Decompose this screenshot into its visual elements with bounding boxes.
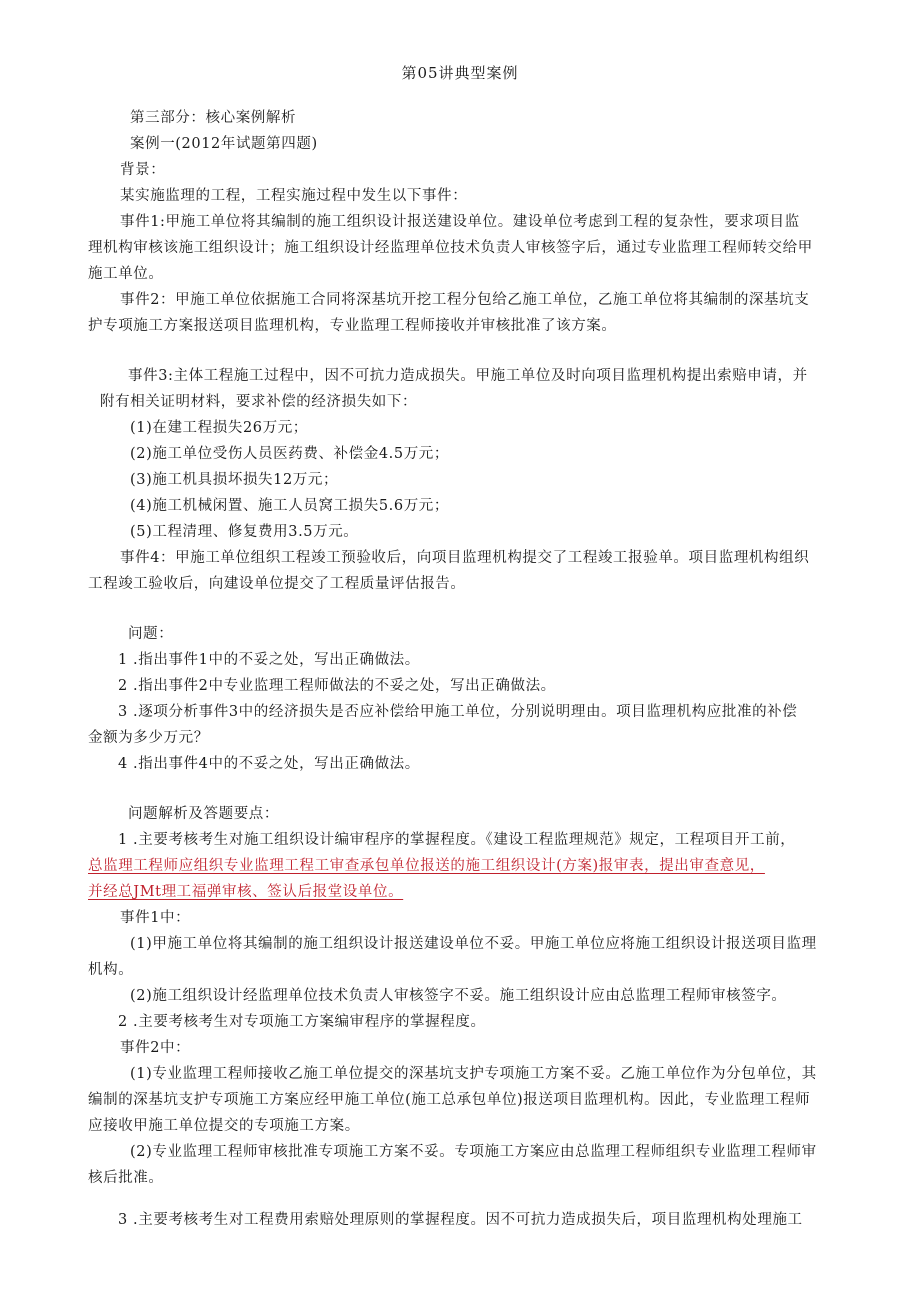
event3-line: 事件3:主体工程施工过程中，因不可抗力造成损失。甲施工单位及时向项目监理机构提出索赔申请，并 <box>128 368 808 384</box>
answer1-item: (1)甲施工单位将其编制的施工组织设计报送建设单位不妥。甲施工单位应将施工组织设计报送项目监理 <box>130 936 817 952</box>
answer2-line: 2 .主要考核考生对专项施工方案编审程序的掌握程度。 <box>118 1014 486 1030</box>
background-label: 背景： <box>120 162 166 178</box>
event2-in-label: 事件2中： <box>120 1040 191 1056</box>
answer2-item: 核后批准。 <box>88 1170 164 1186</box>
question-item: 金额为多少万元？ <box>88 730 209 746</box>
question-item: 3 .逐项分析事件3中的经济损失是否应补偿给甲施工单位，分别说明理由。项目监理机构应批准的补偿 <box>118 704 798 720</box>
answer1-item: 机构。 <box>88 962 134 978</box>
answer1-line: 1 .主要考核考生对施工组织设计编审程序的掌握程度。《建设工程监理规范》规定，工程项目开工前， <box>118 832 796 848</box>
page-title: 第05讲典型案例 <box>401 64 519 82</box>
event1-in-label: 事件1中： <box>120 910 191 926</box>
analysis-label: 问题解析及答题要点： <box>128 806 279 822</box>
answer2-item: (2)专业监理工程师审核批准专项施工方案不妥。专项施工方案应由总监理工程师组织专业监理工程师审 <box>130 1144 817 1160</box>
event4-line: 工程竣工验收后，向建设单位提交了工程质量评估报告。 <box>88 576 466 592</box>
loss-item: (5)工程清理、修复费用3.5万元。 <box>130 524 359 540</box>
question-item: 4 .指出事件4中的不妥之处，写出正确做法。 <box>118 756 420 772</box>
event4-line: 事件4：甲施工单位组织工程竣工预验收后，向项目监理机构提交了工程竣工报验单。项目监理机构组织 <box>120 550 810 566</box>
event2-line: 事件2：甲施工单位依据施工合同将深基坑开挖工程分包给乙施工单位，乙施工单位将其编制的深基坑支 <box>120 292 810 308</box>
intro-text: 某实施监理的工程，工程实施过程中发生以下事件： <box>120 188 468 204</box>
section-heading: 第三部分：核心案例解析 <box>130 110 297 126</box>
answer1-item: (2)施工组织设计经监理单位技术负责人审核签字不妥。施工组织设计应由总监理工程师审核签字。 <box>130 988 787 1004</box>
event1-line: 事件1:甲施工单位将其编制的施工组织设计报送建设单位。建设单位考虑到工程的复杂性，要求项目监 <box>120 214 800 230</box>
case-title: 案例一(2012年试题第四题) <box>130 136 318 152</box>
event1-line: 理机构审核该施工组织设计；施工组织设计经监理单位技术负责人审核签字后，通过专业监理工程师转交给甲 <box>88 240 813 256</box>
question-item: 2 .指出事件2中专业监理工程师做法的不妥之处，写出正确做法。 <box>118 678 556 694</box>
question-item: 1 .指出事件1中的不妥之处，写出正确做法。 <box>118 652 420 668</box>
loss-item: (3)施工机具损坏损失12万元； <box>130 472 339 488</box>
answer1-highlight-line: 总监理工程师应组织专业监理工程工审查承包单位报送的施工组织设计(方案)报审表，提出审查意见， <box>88 858 765 874</box>
answer2-item: 应接收甲施工单位提交的专项施工方案。 <box>88 1118 360 1134</box>
answer2-item: (1)专业监理工程师接收乙施工单位提交的深基坑支护专项施工方案不妥。乙施工单位作为分包单位，其 <box>130 1066 817 1082</box>
questions-label: 问题： <box>128 626 174 642</box>
loss-item: (2)施工单位受伤人员医药费、补偿金4.5万元； <box>130 446 449 462</box>
loss-item: (4)施工机械闲置、施工人员窝工损失5.6万元； <box>130 498 449 514</box>
answer3-line: 3 .主要考核考生对工程费用索赔处理原则的掌握程度。因不可抗力造成损失后，项目监理机构处理施工 <box>118 1212 803 1228</box>
answer2-item: 编制的深基坑支护专项施工方案应经甲施工单位(施工总承包单位)报送项目监理机构。因此，专业监理工程师 <box>88 1092 811 1108</box>
loss-item: (1)在建工程损失26万元； <box>130 420 308 436</box>
event1-line: 施工单位。 <box>88 266 164 282</box>
answer1-highlight-line: 并经总JMt理工福弹审核、签认后报堂设单位。 <box>88 884 404 900</box>
event3-line: 附有相关证明材料，要求补偿的经济损失如下： <box>100 394 418 410</box>
event2-line: 护专项施工方案报送项目监理机构，专业监理工程师接收并审核批准了该方案。 <box>88 318 617 334</box>
